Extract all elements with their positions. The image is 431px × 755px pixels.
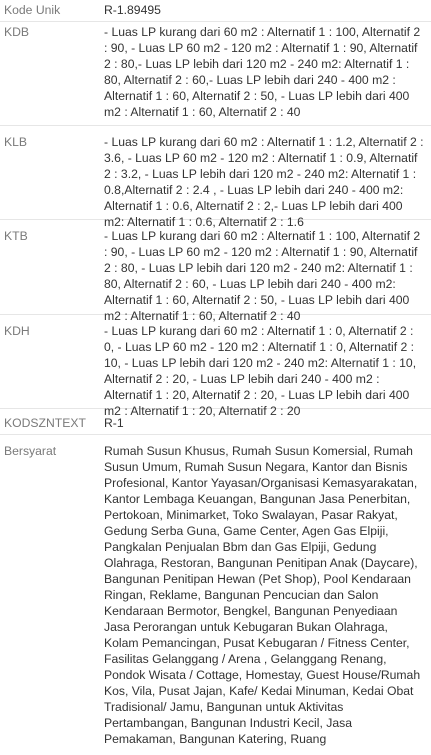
label-bersyarat: Bersyarat bbox=[4, 444, 57, 458]
row-klb bbox=[0, 126, 431, 229]
label-kdb: KDB bbox=[4, 25, 30, 39]
row-bersyarat bbox=[0, 435, 431, 755]
label-kode-unik: Kode Unik bbox=[4, 3, 61, 17]
label-ktb: KTB bbox=[4, 229, 28, 243]
row-kode-unik bbox=[0, 0, 431, 22]
value-kdh: - Luas LP kurang dari 60 m2 : Alternatif 1 : 0, Alternatif 2 : 0, - Luas LP 60 m2 - 120 m2 : Alternatif 1 : 0, Alternatif 2 : 10, - Luas LP lebih dari 120 m2 - 240 m2: Alternatif 1 : 10, Alternatif 2 : 20, - Luas LP lebih dari 240 - 400 m2 : Alternatif 1 : 20, Alternatif 2 : 20, - Luas LP lebih dari 400 m2 : Alternatif 1 : 20, Alternatif 2 : 20 bbox=[104, 324, 417, 418]
value-kode-unik: R-1.89495 bbox=[104, 3, 161, 17]
value-kdb: - Luas LP kurang dari 60 m2 : Alternatif 1 : 100, Alternatif 2 : 90, - Luas LP 60 m2 - 120 m2 : Alternatif 1 : 90, Alternatif 2 : 80,- Luas LP lebih dari 120 m2 - 240 m2: Alternatif 1 : 80, Alternatif 2 : 60,- Luas LP lebih dari 240 - 400 m2 : Alternatif 1 : 60, Alternatif 2 : 50, - Luas LP lebih dari 400 m2 : Alternatif 1 : 60, Alternatif 2 : 40 bbox=[104, 25, 421, 119]
value-klb: - Luas LP kurang dari 60 m2 : Alternatif 1 : 1.2, Alternatif 2 : 3.6, - Luas LP 60 m2 - 120 m2 : Alternatif 1 : 0.9, Alternatif 2 : 3.2, - Luas LP lebih dari 120 m2 - 240 m2: Alternatif 1 : 0.8,Alternatif 2 : 2.4 , - Luas LP lebih dari 240 - 400 m2: Alternatif 1 : 0.6, Alternatif 2 : 2,- Luas LP lebih dari 400 m2: Alternatif 1 : 0.6, Alternatif 2 : 1.6 bbox=[104, 135, 424, 229]
row-kdb bbox=[0, 22, 431, 126]
value-bersyarat: Rumah Susun Khusus, Rumah Susun Komersial, Rumah Susun Umum, Rumah Susun Negara, Kantor dan Bisnis Profesional, Kantor Yayasan/Organisasi Kemasyarakatan, Kantor Lembaga Keuangan, Bangunan Jasa Penerbitan, Pertokoan, Minimarket, Toko Swalayan, Pasar Rakyat, Gedung Serba Guna, Game Center, Agen Gas Elpiji, Pangkalan Penjualan Bbm dan Gas Elpiji, Gedung Olahraga, Restoran, Bangunan Penitipan Anak (Daycare), Bangunan Penitipan Hewan (Pet Shop), Pool Kendaraan Ringan, Reklame, Bangunan Pencucian dan Salon Kendaraan Bermotor, Bengkel, Bangunan Penyediaan Jasa Perorangan untuk Kebugaran Bukan Olahraga, Kolam Pemancingan, Pusat Kebugaran / Fitness Center, Fasilitas Gelanggang / Arena , Gelanggang Renang, Pondok Wisata / Cottage, Homestay, Guest House/Rumah Kos, Vila, Pusat Jajan, Kafe/ Kedai Minuman, Kedai Obat Tradisional/ Jamu, Bangunan untuk Aktivitas Pertambangan, Bangunan Industri Kecil, Jasa Pemakaman, Bangunan Katering, Ruang bbox=[104, 444, 421, 746]
row-kdh bbox=[0, 315, 431, 418]
row-ktb bbox=[0, 220, 431, 323]
value-ktb: - Luas LP kurang dari 60 m2 : Alternatif 1 : 100, Alternatif 2 : 90, - Luas LP 60 m2 - 120 m2 : Alternatif 1 : 90, Alternatif 2 : 80, - Luas LP lebih dari 120 m2 - 240 m2: Alternatif 1 : 80, Alternatif 2 : 60, - Luas LP lebih dari 240 - 400 m2: Alternatif 1 : 60, Alternatif 2 : 50, - Luas LP lebih dari 400 m2 : Alternatif 1 : 60, Alternatif 2 : 40 bbox=[104, 229, 421, 323]
label-klb: KLB bbox=[4, 135, 28, 149]
label-kodszntext: KODSZNTEXT bbox=[4, 416, 86, 430]
value-kodszntext: R-1 bbox=[104, 416, 124, 430]
label-kdh: KDH bbox=[4, 324, 30, 338]
